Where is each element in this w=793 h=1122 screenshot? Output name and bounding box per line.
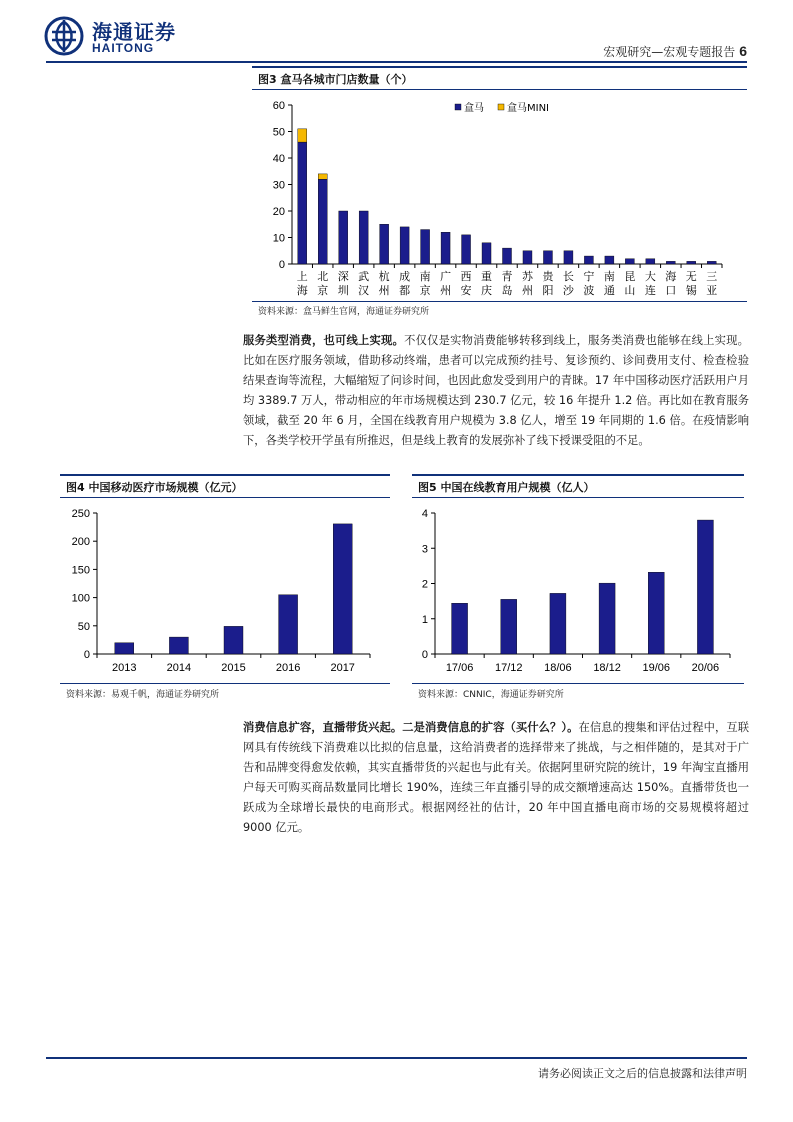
fig3-xtick-label: 宁 xyxy=(583,270,595,283)
fig3-ytick-label: 10 xyxy=(272,232,285,245)
fig3-xtick-label: 海 xyxy=(296,284,308,297)
fig5-bar xyxy=(648,572,664,654)
fig4-xtick-label: 2017 xyxy=(330,662,355,674)
fig3-xtick-label: 上 xyxy=(296,270,308,283)
fig3-bar-hema xyxy=(564,251,573,264)
fig3-xtick-label: 重 xyxy=(481,270,493,283)
fig3-xtick-label: 苏 xyxy=(521,270,533,283)
fig4-bar xyxy=(115,643,134,654)
fig3-xtick-label: 长 xyxy=(562,270,574,283)
fig4-ytick-label: 0 xyxy=(83,649,90,661)
fig3-xtick-label: 海 xyxy=(665,270,677,283)
fig3-xtick-label: 青 xyxy=(501,270,513,283)
fig3-xtick-label: 贵 xyxy=(542,270,554,283)
fig4-header xyxy=(60,474,390,498)
fig3-xtick-label: 京 xyxy=(419,284,431,297)
fig3-xtick-label: 州 xyxy=(378,284,390,297)
fig5-source: 资料来源：CNNIC，海通证券研究所 xyxy=(418,690,564,700)
fig3-bar-hema-mini xyxy=(298,129,307,142)
report-title xyxy=(603,43,747,60)
fig3-xtick-label: 阳 xyxy=(542,284,554,297)
fig3-xtick-label: 亚 xyxy=(706,284,718,297)
fig3-legend-label-mini: 盒马MINI xyxy=(507,103,550,114)
fig5-bar xyxy=(599,583,615,654)
fig4-bar xyxy=(169,637,188,654)
fig5-xtick-label: 17/12 xyxy=(494,662,523,674)
fig3-xtick-label: 北 xyxy=(317,270,329,283)
fig3-bar-hema xyxy=(482,243,491,264)
fig5-bar xyxy=(452,603,468,654)
fig3-xtick-label: 大 xyxy=(644,270,656,283)
fig5-ytick-label: 0 xyxy=(421,649,428,661)
fig4-ytick-label: 100 xyxy=(71,592,90,605)
fig4-ytick-label: 250 xyxy=(71,508,90,520)
fig5-xtick-label: 19/06 xyxy=(642,662,671,674)
fig5-xtick-label: 20/06 xyxy=(691,662,720,674)
p1-lead: 服务类型消费，也可线上实现。 xyxy=(243,334,405,347)
fig5-chart xyxy=(412,500,744,680)
fig3-xtick-label: 口 xyxy=(665,284,677,297)
fig4-title: 图4 中国移动医疗市场规模（亿元） xyxy=(66,481,243,494)
fig3-title: 图3 盒马各城市门店数量（个） xyxy=(258,73,413,86)
fig5-ytick-label: 3 xyxy=(421,543,428,556)
fig3-ytick-label: 40 xyxy=(272,153,285,165)
fig5-bar xyxy=(501,599,517,654)
fig4-ytick-label: 200 xyxy=(71,536,90,549)
fig3-xtick-label: 州 xyxy=(440,284,452,297)
fig3-bar-hema xyxy=(318,179,327,264)
fig4-source: 资料来源：易观千帆，海通证券研究所 xyxy=(66,690,220,700)
fig3-bar-hema xyxy=(625,259,634,264)
fig3-legend-swatch-mini xyxy=(498,104,504,110)
p2-body: 在信息的搜集和评估过程中，互联网具有传统线下消费难以比拟的信息量，这给消费者的选择带来了挑战，与之相伴随的，是其对于广告和品牌变得愈发依赖，其实直播带货的兴起也与此有关。依据阿里研究院的统计，19 年淘宝直播用户每天可购买商品数量同比增长 190%，连续三年直播引导的成交额增速高达 150%。直播带货也一跃成为全球增长最快的电商形式。根据网经社的估计，20 年中国直播电商市场的交易规模将超过 9000 亿元。 xyxy=(243,721,749,834)
fig4-ytick-label: 50 xyxy=(77,620,90,633)
fig3-ytick-label: 60 xyxy=(272,100,285,112)
header-rule xyxy=(46,61,747,63)
fig4-xtick-label: 2014 xyxy=(166,662,192,674)
fig3-xtick-label: 汉 xyxy=(358,284,370,297)
fig3-xtick-label: 通 xyxy=(603,284,615,297)
fig3-bar-hema xyxy=(298,142,307,264)
fig3-bar-hema xyxy=(707,261,716,264)
fig5-bar xyxy=(550,593,566,654)
fig5-xtick-label: 18/06 xyxy=(544,662,572,674)
fig4-bar xyxy=(333,524,352,654)
fig4-xtick-label: 2013 xyxy=(112,662,137,674)
fig3-xtick-label: 广 xyxy=(440,270,452,283)
fig3-bar-hema xyxy=(543,251,552,264)
fig3-ytick-label: 0 xyxy=(278,259,285,271)
fig3-bar-hema xyxy=(666,261,675,264)
fig3-bar-hema xyxy=(646,259,655,264)
fig5-xtick-label: 17/06 xyxy=(445,662,474,674)
paragraph-service-consumption xyxy=(243,331,749,451)
fig3-xtick-label: 都 xyxy=(399,284,411,297)
logo-text-en: HAITONG xyxy=(92,41,155,55)
fig3-header xyxy=(252,66,747,90)
fig5-title: 图5 中国在线教育用户规模（亿人） xyxy=(418,481,595,494)
fig4-ytick-label: 150 xyxy=(71,564,90,577)
fig3-xtick-label: 锡 xyxy=(685,284,697,297)
fig4-bar xyxy=(279,595,298,654)
footer-disclaimer: 请务必阅读正文之后的信息披露和法律声明 xyxy=(538,1067,747,1080)
fig3-bar-hema xyxy=(421,230,430,264)
fig3-xtick-label: 山 xyxy=(624,284,636,297)
fig3-xtick-label: 西 xyxy=(460,270,472,283)
fig5-ytick-label: 4 xyxy=(421,508,428,520)
footer-rule xyxy=(46,1057,747,1059)
paragraph-consumer-information xyxy=(243,718,749,838)
fig3-bar-hema xyxy=(523,251,532,264)
fig3-bar-hema xyxy=(339,211,348,264)
fig3-bar-hema xyxy=(503,248,512,264)
fig4-xtick-label: 2016 xyxy=(275,662,301,674)
fig3-xtick-label: 杭 xyxy=(378,270,390,283)
haitong-logo-icon xyxy=(44,16,84,56)
report-title-text: 宏观研究—宏观专题报告 xyxy=(603,45,736,59)
page-number: 6 xyxy=(739,43,747,59)
fig3-xtick-label: 南 xyxy=(419,270,431,283)
fig3-chart xyxy=(252,92,747,300)
fig3-xtick-label: 庆 xyxy=(481,284,493,297)
fig3-bar-hema xyxy=(400,227,409,264)
fig3-legend-label-hema: 盒马 xyxy=(464,103,484,114)
fig3-xtick-label: 武 xyxy=(358,270,370,283)
fig3-bar-hema xyxy=(584,256,593,264)
fig4-xtick-label: 2015 xyxy=(221,662,246,674)
fig5-xtick-label: 18/12 xyxy=(593,662,621,674)
fig3-xtick-label: 州 xyxy=(521,284,533,297)
fig3-bar-hema xyxy=(380,224,389,264)
fig3-xtick-label: 圳 xyxy=(337,284,349,297)
fig3-bar-hema xyxy=(605,256,614,264)
fig3-bar-hema xyxy=(441,232,450,264)
p1-body: 不仅仅是实物消费能够转移到线上，服务类消费也能够在线上实现。比如在医疗服务领域，借助移动终端，患者可以完成预约挂号、复诊预约、诊间费用支付、检查检验结果查询等流程，大幅缩短了问诊时间，也因此愈发受到用户的青睐。17 年中国移动医疗活跃用户月均 3389.7 万人，带动相应的年市场规模达到 230.7 亿元，较 16 年提升 1.2 倍。再比如在教育服务领域，截至 20 年 6 月，全国在线教育用户规模为 3.8 亿人，增至 19 年同期的 1.6 倍。在疫情影响下，各类学校开学虽有所推迟，但是线上教育的发展弥补了线下授课受阻的不足。 xyxy=(243,334,749,447)
fig5-ytick-label: 1 xyxy=(421,613,428,626)
fig5-bar xyxy=(697,520,713,654)
fig4-bar xyxy=(224,626,243,654)
fig3-xtick-label: 三 xyxy=(706,270,718,283)
fig3-xtick-label: 昆 xyxy=(624,270,636,283)
fig3-ytick-label: 50 xyxy=(272,126,285,139)
fig3-ytick-label: 20 xyxy=(272,206,285,218)
fig3-xtick-label: 岛 xyxy=(501,284,513,297)
fig3-bar-hema xyxy=(359,211,368,264)
fig3-xtick-label: 安 xyxy=(460,284,472,297)
fig3-bar-hema-mini xyxy=(318,174,327,179)
fig3-xtick-label: 沙 xyxy=(562,284,574,297)
fig3-source: 资料来源：盒马鲜生官网，海通证券研究所 xyxy=(258,307,430,317)
fig5-bottom-rule xyxy=(412,683,744,684)
fig3-xtick-label: 波 xyxy=(583,284,595,297)
fig3-bar-hema xyxy=(687,261,696,264)
p2-lead: 消费信息扩容，直播带货兴起。二是消费信息的扩容（买什么？）。 xyxy=(243,721,579,734)
fig5-ytick-label: 2 xyxy=(421,578,428,591)
fig3-xtick-label: 南 xyxy=(603,270,615,283)
fig3-xtick-label: 深 xyxy=(337,270,349,283)
logo-text-cn: 海通证券 xyxy=(92,20,176,44)
fig3-legend-swatch-hema xyxy=(455,104,461,110)
fig4-chart xyxy=(60,500,390,680)
fig3-xtick-label: 连 xyxy=(644,284,656,297)
fig3-bottom-rule xyxy=(252,301,747,302)
fig3-xtick-label: 无 xyxy=(685,270,697,283)
fig3-bar-hema xyxy=(462,235,471,264)
fig4-bottom-rule xyxy=(60,683,390,684)
fig3-ytick-label: 30 xyxy=(272,179,285,192)
fig3-xtick-label: 京 xyxy=(317,284,329,297)
fig5-header xyxy=(412,474,744,498)
fig3-xtick-label: 成 xyxy=(399,270,411,283)
